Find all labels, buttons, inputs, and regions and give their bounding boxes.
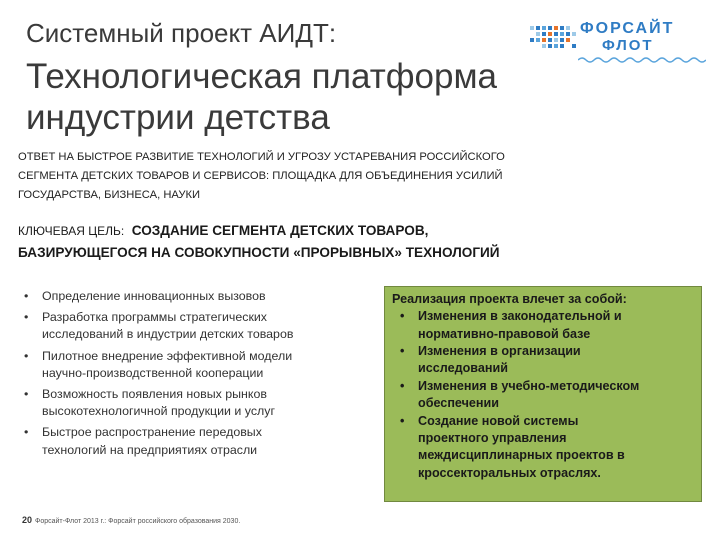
- list-item-text: Быстрое распространение передовых: [42, 425, 262, 440]
- list-item-text: Возможность появления новых рынков: [42, 387, 267, 402]
- box-item-text: нормативно-правовой базе: [418, 326, 591, 341]
- box-list-item: [392, 378, 695, 413]
- list-item: [24, 348, 374, 382]
- bullet-icon: •: [24, 348, 29, 363]
- logo-mosaic-icon: [528, 24, 578, 64]
- list-item-text: исследований в индустрии детских товаров: [42, 327, 294, 342]
- box-item-text: Изменения в законодательной и: [418, 309, 622, 324]
- bullet-icon: •: [24, 310, 29, 325]
- box-item-text: Создание новой системы: [418, 413, 579, 428]
- intro-line: ОТВЕТ НА БЫСТРОЕ РАЗВИТИЕ ТЕХНОЛОГИЙ И УГРОЗУ УСТАРЕВАНИЯ РОССИЙСКОГО: [18, 151, 505, 163]
- box-item-text: кроссекторальных отраслях.: [418, 465, 601, 480]
- list-item-text: высокотехнологичной продукции и услуг: [42, 404, 275, 419]
- list-item-text: технологий на предприятиях отрасли: [42, 442, 258, 457]
- title-line-2: индустрии детства: [26, 98, 330, 137]
- box-item-text: обеспечении: [418, 396, 500, 411]
- list-item-text: научно-производственной кооперации: [42, 365, 264, 380]
- forsait-flot-logo: [528, 18, 706, 68]
- list-item: [24, 288, 374, 305]
- box-item-text: Изменения в организации: [418, 344, 581, 359]
- footer-text: Форсайт-Флот 2013 г.: Форсайт российского образования 2030.: [35, 518, 241, 525]
- list-item: [24, 424, 374, 458]
- bullet-icon: •: [24, 289, 29, 303]
- list-item: [24, 386, 374, 420]
- intro-text: [18, 148, 708, 205]
- box-item-text: Изменения в учебно-методическом: [418, 378, 640, 393]
- box-item-text: проектного управления: [418, 431, 567, 446]
- key-goal: [18, 220, 708, 264]
- left-bullet-list: [24, 288, 374, 459]
- intro-line: СЕГМЕНТА ДЕТСКИХ ТОВАРОВ И СЕРВИСОВ: ПЛОЩАДКА ДЛЯ ОБЪЕДИНЕНИЯ УСИЛИЙ: [18, 170, 503, 182]
- goal-text-2: БАЗИРУЮЩЕГОСЯ НА СОВОКУПНОСТИ «ПРОРЫВНЫХ» ТЕХНОЛОГИЙ: [18, 245, 500, 260]
- box-list-item: [392, 413, 695, 483]
- list-item-text: Пилотное внедрение эффективной модели: [42, 348, 293, 363]
- slide-title: [26, 56, 497, 138]
- bullet-icon: •: [24, 387, 29, 402]
- list-item-text: Разработка программы стратегических: [42, 310, 267, 325]
- logo-text-2: ФЛОТ: [602, 37, 654, 54]
- box-item-text: исследований: [418, 361, 508, 376]
- list-item: [24, 309, 374, 343]
- page-number: 20: [22, 515, 33, 525]
- bullet-icon: •: [24, 425, 29, 440]
- goal-label: КЛЮЧЕВАЯ ЦЕЛЬ:: [18, 224, 125, 238]
- logo-wave-icon: [578, 56, 706, 64]
- bullet-icon: •: [400, 344, 405, 359]
- bullet-icon: •: [400, 378, 405, 393]
- box-list-item: [392, 343, 695, 378]
- box-list-item: [392, 308, 695, 343]
- list-item-text: Определение инновационных вызовов: [42, 289, 266, 303]
- intro-line: ГОСУДАРСТВА, БИЗНЕСА, НАУКИ: [18, 189, 201, 201]
- consequences-box: [384, 286, 702, 502]
- title-line-1: Технологическая платформа: [26, 57, 498, 96]
- logo-text-1: ФОРСАЙТ: [580, 20, 675, 37]
- slide-footer: [22, 515, 240, 525]
- bullet-icon: •: [400, 413, 405, 428]
- bullet-icon: •: [400, 309, 405, 324]
- goal-text-1: СОЗДАНИЕ СЕГМЕНТА ДЕТСКИХ ТОВАРОВ,: [131, 223, 429, 238]
- slide-subtitle: Системный проект АИДТ:: [26, 18, 337, 48]
- box-heading: Реализация проекта влечет за собой:: [392, 292, 627, 306]
- box-item-text: междисциплинарных проектов в: [418, 448, 625, 463]
